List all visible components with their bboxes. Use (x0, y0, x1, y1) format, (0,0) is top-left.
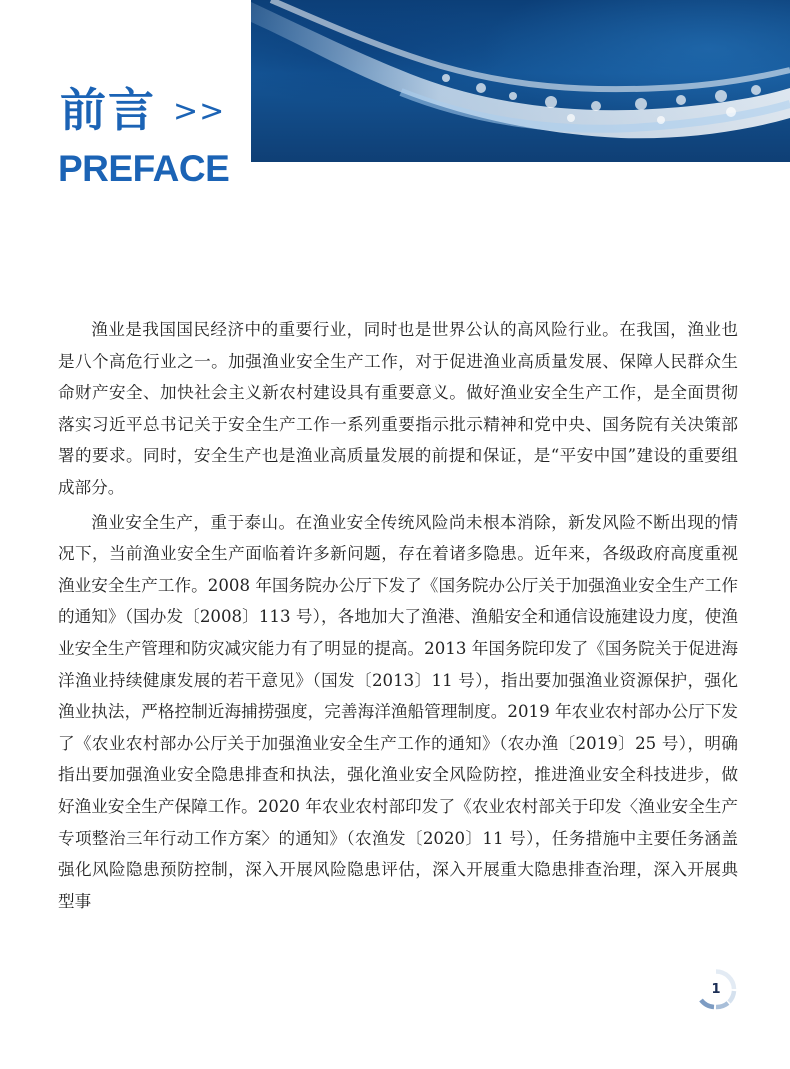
page-title-english: PREFACE (58, 148, 230, 189)
ocean-wave-header-image (251, 0, 790, 162)
paragraph-2: 渔业安全生产，重于泰山。在渔业安全传统风险尚未根本消除，新发风险不断出现的情况下，当前渔业安全生产面临着许多新问题，存在着诸多隐患。近年来，各级政府高度重视渔业安全生产工作。2008 年国务院办公厅下发了《国务院办公厅关于加强渔业安全生产工作的通知》（国办发〔2008〕113 号），各地加大了渔港、渔船安全和通信设施建设力度，使渔业安全生产管理和防灾减灾能力有了明显的提高。2013 年国务院印发了《国务院关于促进海洋渔业持续健康发展的若干意见》（国发〔2013〕11 号），指出要加强渔业资源保护，强化渔业执法，严格控制近海捕捞强度，完善海洋渔船管理制度。2019 年农业农村部办公厅下发了《农业农村部办公厅关于加强渔业安全生产工作的通知》（农办渔〔2019〕25 号），明确指出要加强渔业安全隐患排查和执法，强化渔业安全风险防控，推进渔业安全科技进步，做好渔业安全生产保障工作。2020 年农业农村部印发了《农业农村部关于印发〈渔业安全生产专项整治三年行动工作方案〉的通知》（农渔发〔2020〕11 号），任务措施中主要任务涵盖强化风险隐患预防控制，深入开展风险隐患评估，深入开展重大隐患排查治理，深入开展典型事 (58, 512, 738, 911)
page-number: 1 (711, 982, 721, 997)
paragraph-1: 渔业是我国国民经济中的重要行业，同时也是世界公认的高风险行业。在我国，渔业也是八个高危行业之一。加强渔业安全生产工作，对于促进渔业高质量发展、保障人民群众生命财产安全、加快社会主义新农村建设具有重要意义。做好渔业安全生产工作，是全面贯彻落实习近平总书记关于安全生产工作一系列重要指示批示精神和党中央、国务院有关决策部署的要求。同时，安全生产也是渔业高质量发展的前提和保证，是“平安中国”建设的重要组成部分。 (58, 320, 738, 497)
wave-foam-graphic (251, 0, 790, 162)
preface-body (58, 314, 738, 920)
title-arrows: >> (173, 94, 226, 129)
page-title-chinese: 前言 (60, 83, 156, 137)
